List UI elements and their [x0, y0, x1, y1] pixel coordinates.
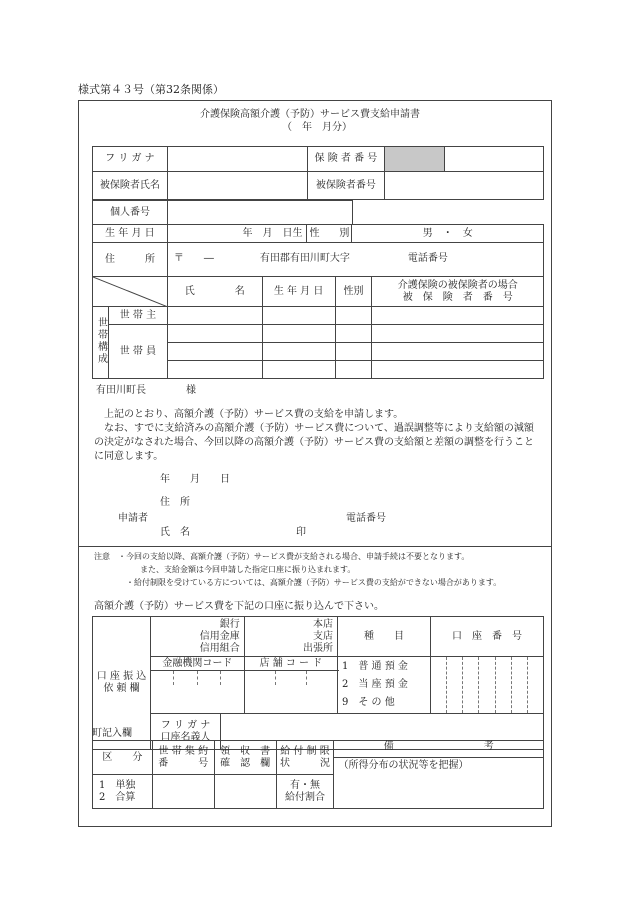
- hh-head-sex[interactable]: [335, 307, 372, 325]
- holder-label: フ リ ガ ナ 口座名義人: [151, 714, 221, 750]
- bank-code-label: 金融機関コード: [151, 657, 245, 671]
- birth-table: [92, 224, 544, 243]
- body-line-1: 上記のとおり、高額介護（予防）サービス費の支給を申請します。: [104, 409, 404, 420]
- personal-no-field[interactable]: [167, 201, 352, 225]
- office-table: [92, 740, 544, 809]
- address-value: 有田郡有田川町大字: [259, 253, 350, 264]
- insurer-no-field[interactable]: [445, 147, 544, 172]
- hh-name-header: 氏 名: [167, 277, 262, 307]
- furigana-label: フ リ ガ ナ: [93, 147, 168, 172]
- hh-member2-birth[interactable]: [262, 343, 335, 361]
- insured-no-label: 被保険者番号: [307, 172, 385, 200]
- hh-member3-birth[interactable]: [262, 361, 335, 379]
- body-line-4: に同意します。: [94, 451, 164, 462]
- hh-head-label: 世 帯 主: [108, 307, 167, 325]
- addressee: 有田川町長 様: [96, 385, 196, 396]
- account-no-header: 口 座 番 号: [431, 617, 544, 657]
- remarks-cell[interactable]: 備 考 （所得分布の状況等を把握）: [334, 741, 544, 809]
- insurer-no-label: 保 険 者 番 号: [307, 147, 385, 172]
- address-label: 住 所: [93, 243, 168, 277]
- office-h2: 領 収 書 確 認 欄: [214, 741, 276, 775]
- applicant-name-label: 氏 名: [160, 527, 190, 538]
- branch-code-field[interactable]: [244, 671, 337, 714]
- applicant-phone-label: 電話番号: [346, 513, 386, 524]
- bank-side-label: 口 座 振 込 依 頼 欄: [93, 617, 151, 750]
- hh-summary-no[interactable]: [152, 775, 214, 809]
- applicant-address-label: 住 所: [160, 497, 190, 508]
- applicant-table: [92, 146, 544, 200]
- branch-name-field[interactable]: 本店 支店 出張所: [244, 617, 337, 657]
- hh-member3-sex[interactable]: [335, 361, 372, 379]
- address-field[interactable]: [167, 243, 543, 277]
- hh-birth-header: 生 年 月 日: [262, 277, 335, 307]
- household-table: [92, 276, 544, 379]
- postal-mark: 〒 ―: [173, 253, 214, 264]
- hh-member3-no[interactable]: [372, 361, 544, 379]
- hh-member2-sex[interactable]: [335, 343, 372, 361]
- address-table: [92, 242, 544, 277]
- kind-header: 種 目: [338, 617, 431, 657]
- hh-member1-name[interactable]: [167, 325, 262, 343]
- date-line[interactable]: 年 月 日: [160, 474, 230, 485]
- personal-no-table: [92, 200, 544, 225]
- form-title: 介護保険高額介護（予防）サービス費支給申請書: [200, 109, 420, 120]
- kubun-options[interactable]: 1 単独 2 合算: [93, 775, 153, 809]
- furigana-field[interactable]: [167, 147, 307, 172]
- diagonal-cell: [93, 277, 168, 307]
- hh-member2-no[interactable]: [372, 343, 544, 361]
- hh-head-name[interactable]: [167, 307, 262, 325]
- receipt-check[interactable]: [214, 775, 276, 809]
- note-3: ・給付制限を受けている方については、高額介護（予防）サービス費の支給ができない場合があります。: [126, 578, 502, 587]
- account-no-field[interactable]: [431, 657, 544, 714]
- note-1: 注意 ・今回の支給以降、高額介護（予防）サービス費が支給される場合、申請手続は不要となります。: [94, 552, 470, 561]
- branch-code-label: 店 舗 コ ー ド: [244, 657, 337, 671]
- insurer-no-shaded: [385, 147, 445, 172]
- hh-member1-birth[interactable]: [262, 325, 335, 343]
- bank-code-field[interactable]: [151, 671, 245, 714]
- office-title: 町記入欄: [92, 728, 132, 739]
- hh-insured-header: 介護保険の被保険者の場合 被 保 険 者 番 号: [372, 277, 544, 307]
- birth-label: 生 年 月 日: [93, 225, 168, 243]
- hh-member1-no[interactable]: [372, 325, 544, 343]
- bank-intro: 高額介護（予防）サービス費を下記の口座に振り込んで下さい。: [94, 601, 384, 612]
- hh-member-label: 世 帯 員: [108, 325, 167, 379]
- bank-name-field[interactable]: 銀行 信用金庫 信用組合: [151, 617, 245, 657]
- hh-member2-name[interactable]: [167, 343, 262, 361]
- limit-status[interactable]: 有・無 給付割合: [276, 775, 334, 809]
- bank-table: [92, 616, 544, 750]
- phone-label: 電話番号: [407, 253, 448, 264]
- office-h3: 給 付 制 限 状 況: [276, 741, 334, 775]
- personal-no-label: 個人番号: [93, 201, 168, 225]
- hh-head-no[interactable]: [372, 307, 544, 325]
- applicant-label: 申請者: [118, 513, 148, 524]
- kubun-header: 区 分: [93, 741, 153, 775]
- form-number: 様式第４３号（第32条関係）: [78, 83, 224, 96]
- insured-name-label: 被保険者氏名: [93, 172, 168, 200]
- sex-label: 性 別: [307, 225, 352, 243]
- seal-mark: 印: [296, 527, 306, 538]
- hh-member3-name[interactable]: [167, 361, 262, 379]
- hh-sex-header: 性別: [335, 277, 372, 307]
- note-2: また、支給金額は今回申請した指定口座に振り込まれます。: [140, 565, 356, 574]
- birth-field[interactable]: 年 月 日生: [167, 225, 307, 243]
- body-line-3: の決定がなされた場合、今回以降の高額介護（予防）サービス費の支給額と差額の調整を行うこと: [94, 437, 534, 448]
- section-divider: [78, 546, 552, 547]
- hh-side-label: 世帯構成: [93, 307, 109, 379]
- year-line: （ 年 月分）: [282, 122, 352, 133]
- hh-member1-sex[interactable]: [335, 325, 372, 343]
- insured-no-field[interactable]: [385, 172, 544, 200]
- diagonal-line: [93, 277, 168, 307]
- office-h1: 世 帯 集 約 番 号: [152, 741, 214, 775]
- insured-name-field[interactable]: [167, 172, 307, 200]
- hh-head-birth[interactable]: [262, 307, 335, 325]
- sex-options[interactable]: 男 ・ 女: [352, 225, 544, 243]
- body-line-2: なお、すでに支給済みの高額介護（予防）サービス費について、過誤調整等により支給額の減額: [104, 423, 534, 434]
- account-kind-options[interactable]: 1 普 通 預 金 2 当 座 預 金 9 そ の 他: [338, 657, 431, 714]
